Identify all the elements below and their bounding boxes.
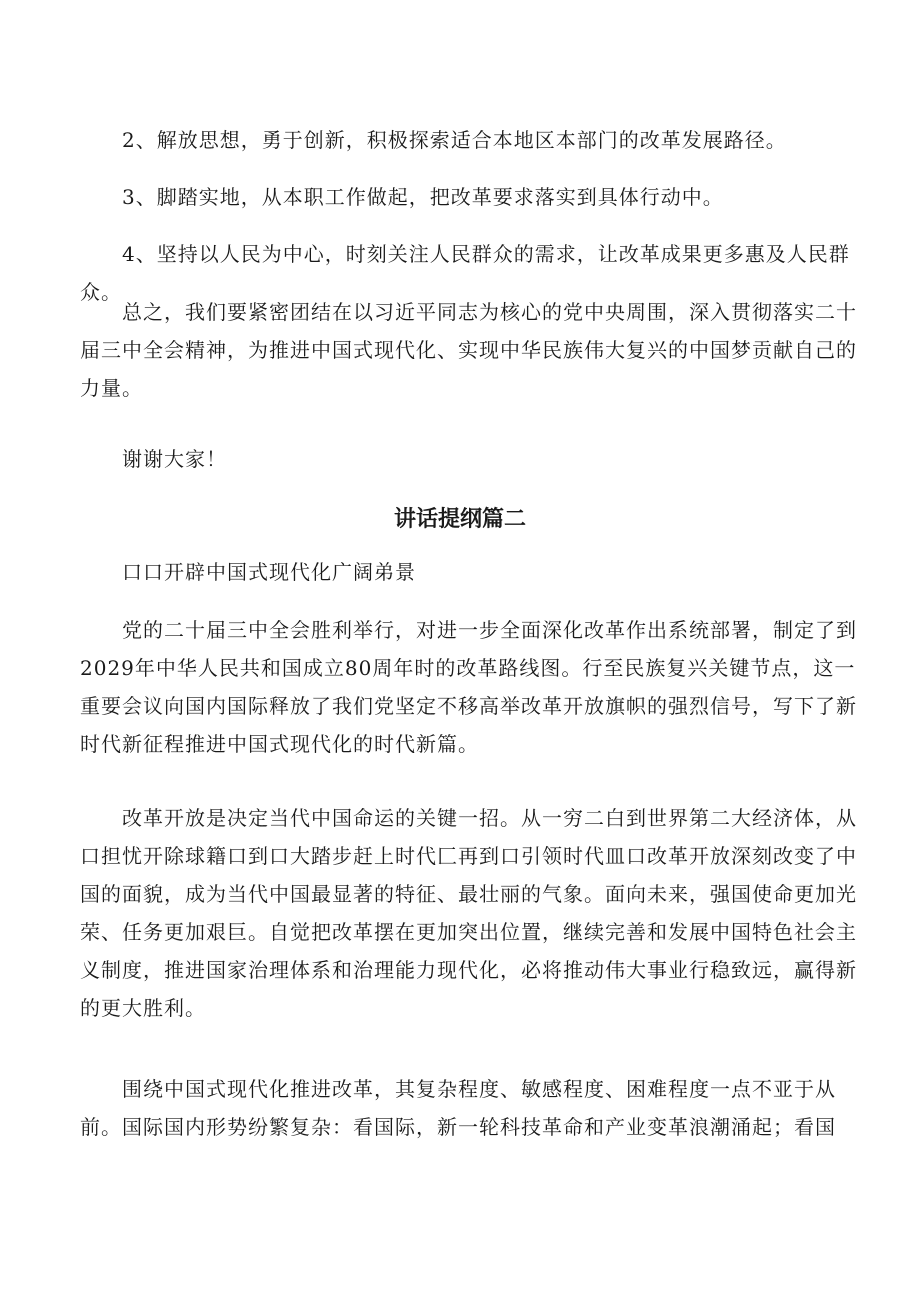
paragraph-body-1: 党的二十届三中全会胜利举行，对进一步全面深化改革作出系统部署，制定了到2029年中华人民共和国成立80周年时的改革路线图。行至民族复兴关键节点，这一重要会议向国内国际释放了我们党坚定不移高举改革开放旗帜的强烈信号，写下了新时代新征程推进中国式现代化的时代新篇。 — [80, 618, 857, 756]
subtitle: 口口开辟中国式现代化广阔弟景 — [122, 560, 416, 584]
paragraph-conclusion: 总之，我们要紧密团结在以习近平同志为核心的党中央周围，深入贯彻落实二十届三中全会精神，为推进中国式现代化、实现中华民族伟大复兴的中国梦贡献自己的力量。 — [80, 300, 857, 400]
paragraph-point-3: 3、脚踏实地，从本职工作做起，把改革要求落实到具体行动中。 — [122, 185, 724, 209]
paragraph-thanks: 谢谢大家！ — [122, 447, 227, 471]
paragraph-body-3: 围绕中国式现代化推进改革，其复杂程度、敏感程度、困难程度一点不亚于从前。国际国内形势纷繁复杂：看国际，新一轮科技革命和产业变革浪潮涌起；看国 — [80, 1077, 836, 1139]
paragraph-point-4: 4、坚持以人民为中心，时刻关注人民群众的需求，让改革成果更多惠及人民群众。 — [80, 242, 850, 304]
paragraph-point-2: 2、解放思想，勇于创新，积极探索适合本地区本部门的改革发展路径。 — [122, 128, 787, 152]
paragraph-body-2: 改革开放是决定当代中国命运的关键一招。从一穷二白到世界第二大经济体，从口担忧开除球籍口到口大踏步赶上时代匚再到口引领时代皿口改革开放深刻改变了中国的面貌，成为当代中国最显著的特征、最壮丽的气象。面向未来，强国使命更加光荣、任务更加艰巨。自觉把改革摆在更加突出位置，继续完善和发展中国特色社会主义制度，推进国家治理体系和治理能力现代化，必将推动伟大事业行稳致远，赢得新的更大胜利。 — [80, 806, 857, 1020]
section-heading: 讲话提纲篇二 — [393, 507, 526, 532]
